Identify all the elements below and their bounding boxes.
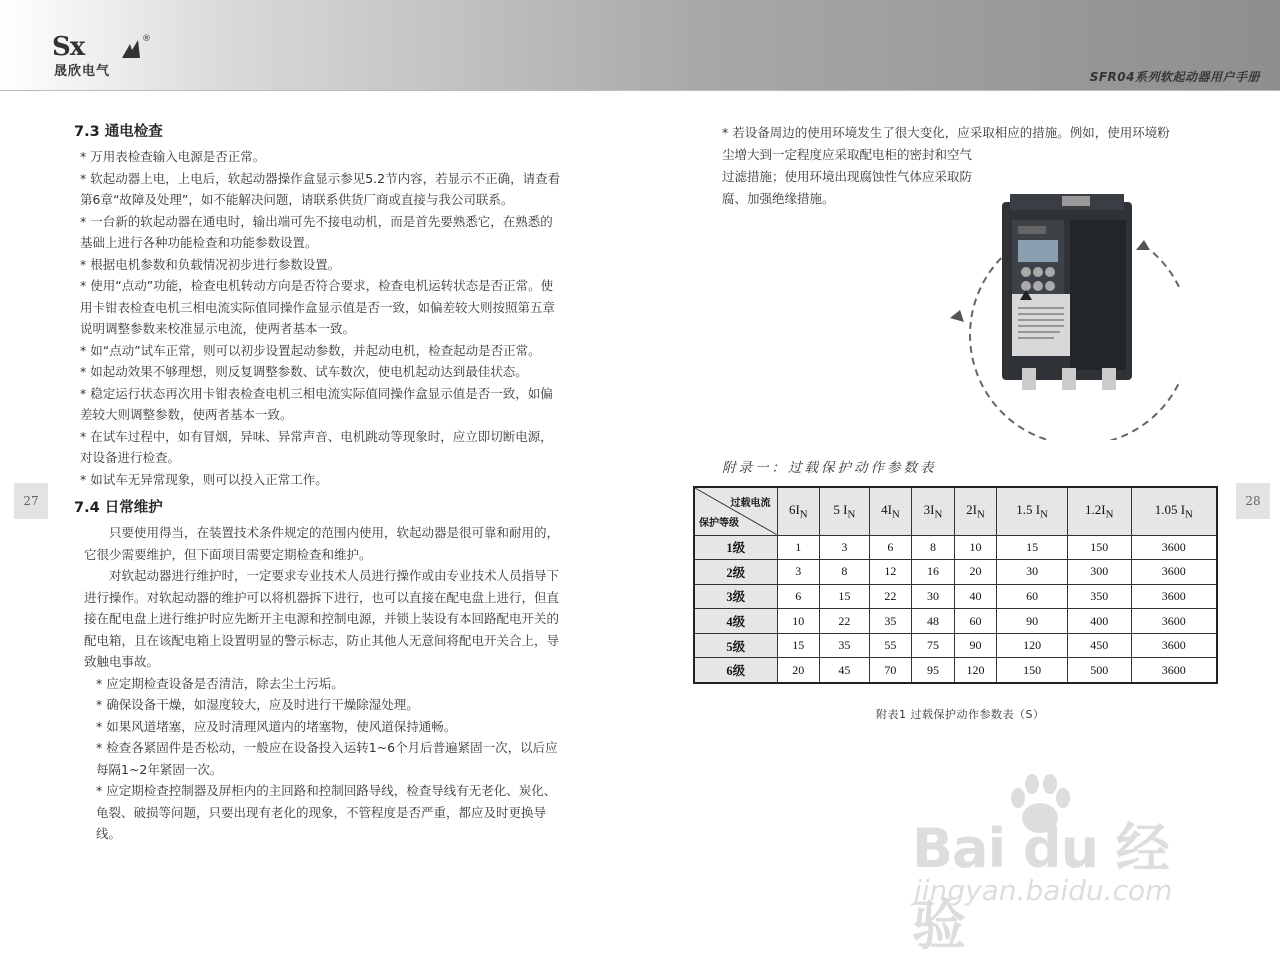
table-cell: 15 [997, 535, 1068, 560]
logo-wave-icon [108, 38, 142, 60]
list-item: * 应定期检查控制器及屏柜内的主回路和控制回路导线，检查导线有无老化、炭化、龟裂、破损等问题，只要出现有老化的现象，不管程度是否严重，都应及时更换导线。 [96, 783, 557, 841]
table-cell: 15 [820, 584, 870, 609]
list-item: * 一台新的软起动器在通电时，输出端可先不接电动机，而是首先要熟悉它，在熟悉的基础上进行各种功能检查和功能参数设置。 [80, 213, 553, 250]
table-row [694, 633, 1217, 658]
section-title-7-3: 7.3 通电检查 [74, 124, 163, 140]
table-cell: 8 [820, 560, 870, 585]
list-item: * 确保设备干燥，如湿度较大，应及时进行干燥除湿处理。 [96, 697, 419, 712]
page-number-right: 28 [1236, 483, 1270, 519]
header-divider [0, 90, 1280, 91]
table-cell: 35 [820, 633, 870, 658]
table-caption: 附表1 过载保护动作参数表（S） [876, 708, 1045, 721]
table-row [694, 609, 1217, 634]
table-cell: 450 [1067, 633, 1131, 658]
table-cell: 3600 [1131, 633, 1217, 658]
table-cell: 15 [777, 633, 820, 658]
page-header [0, 0, 1280, 90]
table-cell: 150 [1067, 535, 1131, 560]
column-header: $2I_N$ [954, 487, 997, 535]
table-cell: 30 [997, 560, 1068, 585]
column-header: $1.2I_N$ [1067, 487, 1131, 535]
env-note-line1: * 若设备周边的使用环境发生了很大变化，应采取相应的措施。例如，使用环境粉 [722, 125, 1170, 140]
table-cell: 16 [912, 560, 955, 585]
row-header: 5级 [694, 633, 777, 658]
table-header-row [694, 487, 1217, 535]
list-item: * 万用表检查输入电源是否正常。 [80, 149, 266, 164]
table-cell: 75 [912, 633, 955, 658]
table-cell: 500 [1067, 658, 1131, 683]
table-cell: 22 [869, 584, 912, 609]
list-item: * 如果风道堵塞，应及时清理风道内的堵塞物，使风道保持通畅。 [96, 718, 457, 734]
table-cell: 30 [912, 584, 955, 609]
soft-starter-device-image [950, 190, 1180, 440]
env-note-line2: 尘增大到一定程度应采取配电柜的密封和空气过滤措施；使用环境出现腐蚀性气体应采取防腐、加强绝缘措施。 [722, 147, 973, 206]
list-item: * 软起动器上电，上电后，软起动器操作盒显示参见5.2节内容，若显示不正确，请查看第6章“故障及处理”，如不能解决问题，请联系供货厂商或直接与我公司联系。 [80, 170, 561, 207]
table-row [694, 535, 1217, 560]
table-cell: 10 [954, 535, 997, 560]
table-cell: 3600 [1131, 609, 1217, 634]
row-header: 2级 [694, 560, 777, 585]
table-cell: 10 [777, 609, 820, 634]
table-cell: 95 [912, 658, 955, 683]
table-row [694, 658, 1217, 683]
brand-logo [52, 32, 162, 78]
list-item: * 使用“点动”功能，检查电机转动方向是否符合要求，检查电机运转状态是否正常。使用卡钳表检查电机三相电流实际值同操作盒显示值是否一致，如偏差较大则按照第五章说明调整参数来校准显示电流，使两者基本一致。 [80, 278, 556, 336]
page-number-left: 27 [14, 483, 48, 519]
row-header: 1级 [694, 535, 777, 560]
column-header: $3I_N$ [912, 487, 955, 535]
list-item: * 检查各紧固件是否松动，一般应在设备投入运转1~6个月后普遍紧固一次，以后应每隔1~2年紧固一次。 [96, 740, 558, 777]
row-header: 4级 [694, 609, 777, 634]
column-header: $4I_N$ [869, 487, 912, 535]
column-header: 5 $I_N$ [820, 487, 870, 535]
overload-parameter-table [693, 486, 1218, 684]
table-corner-cell [694, 487, 777, 535]
table-row [694, 560, 1217, 585]
table-cell: 48 [912, 609, 955, 634]
table-body [694, 535, 1217, 683]
list-item: * 应定期检查设备是否清洁，除去尘土污垢。 [96, 675, 344, 691]
list-item: * 如试车无异常现象，则可以投入正常工作。 [80, 471, 328, 487]
table-cell: 22 [820, 609, 870, 634]
list-item: * 如起动效果不够理想，则反复调整参数、试车数次，使电机起动达到最佳状态。 [80, 364, 528, 379]
left-column [74, 120, 564, 845]
table-cell: 55 [869, 633, 912, 658]
list-item: * 如“点动”试车正常，则可以初步设置起动参数，并起动电机，检查起动是否正常。 [80, 342, 541, 358]
baidu-watermark [900, 770, 1220, 957]
row-header: 6级 [694, 658, 777, 683]
row-header: 3级 [694, 584, 777, 609]
table-cell: 400 [1067, 609, 1131, 634]
watermark-main: Bai du 经验 [912, 817, 1169, 957]
table-cell: 3600 [1131, 658, 1217, 683]
appendix-title: 附录一：过载保护动作参数表 [722, 460, 937, 476]
table-cell: 120 [954, 658, 997, 683]
list-item: * 根据电机参数和负载情况初步进行参数设置。 [80, 256, 341, 272]
list-item: * 在试车过程中，如有冒烟，异味、异常声音、电机跳动等现象时，应立即切断电源，对设备进行检查。 [80, 428, 553, 465]
table-cell: 3600 [1131, 584, 1217, 609]
table-cell: 20 [954, 560, 997, 585]
table-cell: 300 [1067, 560, 1131, 585]
corner-label-current: 过载电流 [730, 498, 771, 509]
brand-name: 晟欣电气 [54, 64, 111, 79]
watermark-url: jingyan.baidu.com [914, 874, 1173, 907]
column-header: 1.05 $I_N$ [1131, 487, 1217, 535]
table-cell: 350 [1067, 584, 1131, 609]
table-cell: 6 [777, 584, 820, 609]
column-header: 1.5 $I_N$ [997, 487, 1068, 535]
table-cell: 120 [997, 633, 1068, 658]
table-cell: 3 [820, 535, 870, 560]
table-cell: 90 [997, 609, 1068, 634]
table-row [694, 584, 1217, 609]
section-title-7-4: 7.4 日常维护 [74, 500, 163, 516]
table-cell: 3600 [1131, 560, 1217, 585]
table-cell: 40 [954, 584, 997, 609]
table-cell: 60 [954, 609, 997, 634]
table-cell: 6 [869, 535, 912, 560]
manual-title: SFR04系列软起动器用户手册 [1089, 70, 1260, 84]
table-cell: 3 [777, 560, 820, 585]
table-cell: 35 [869, 609, 912, 634]
paragraph: 对软起动器进行维护时，一定要求专业技术人员进行操作或由专业技术人员指导下进行操作。对软起动器的维护可以将机器拆下进行，也可以直接在配电盘上进行，但直接在配电盘上进行维护时应先断开主电源和控制电源，并锁上装设有本回路配电开关的配电箱，且在该配电箱上设置明显的警示标志，防止其他人无意间将配电开关合上，导致触电事故。 [84, 568, 560, 669]
registered-mark: ® [142, 34, 151, 44]
table-cell: 1 [777, 535, 820, 560]
table-cell: 90 [954, 633, 997, 658]
table-cell: 20 [777, 658, 820, 683]
column-header: $6I_N$ [777, 487, 820, 535]
table-cell: 12 [869, 560, 912, 585]
paragraph: 只要使用得当，在装置技术条件规定的范围内使用，软起动器是很可靠和耐用的，它很少需要维护，但下面项目需要定期检查和维护。 [84, 525, 560, 562]
table-cell: 60 [997, 584, 1068, 609]
table-cell: 3600 [1131, 535, 1217, 560]
table-cell: 8 [912, 535, 955, 560]
table-cell: 45 [820, 658, 870, 683]
table-cell: 70 [869, 658, 912, 683]
logo-mark: Sx [52, 32, 85, 62]
list-item: * 稳定运行状态再次用卡钳表检查电机三相电流实际值同操作盒显示值是否一致，如偏差较大则调整参数，使两者基本一致。 [80, 385, 553, 422]
table-cell: 150 [997, 658, 1068, 683]
corner-label-level: 保护等级 [699, 517, 739, 529]
